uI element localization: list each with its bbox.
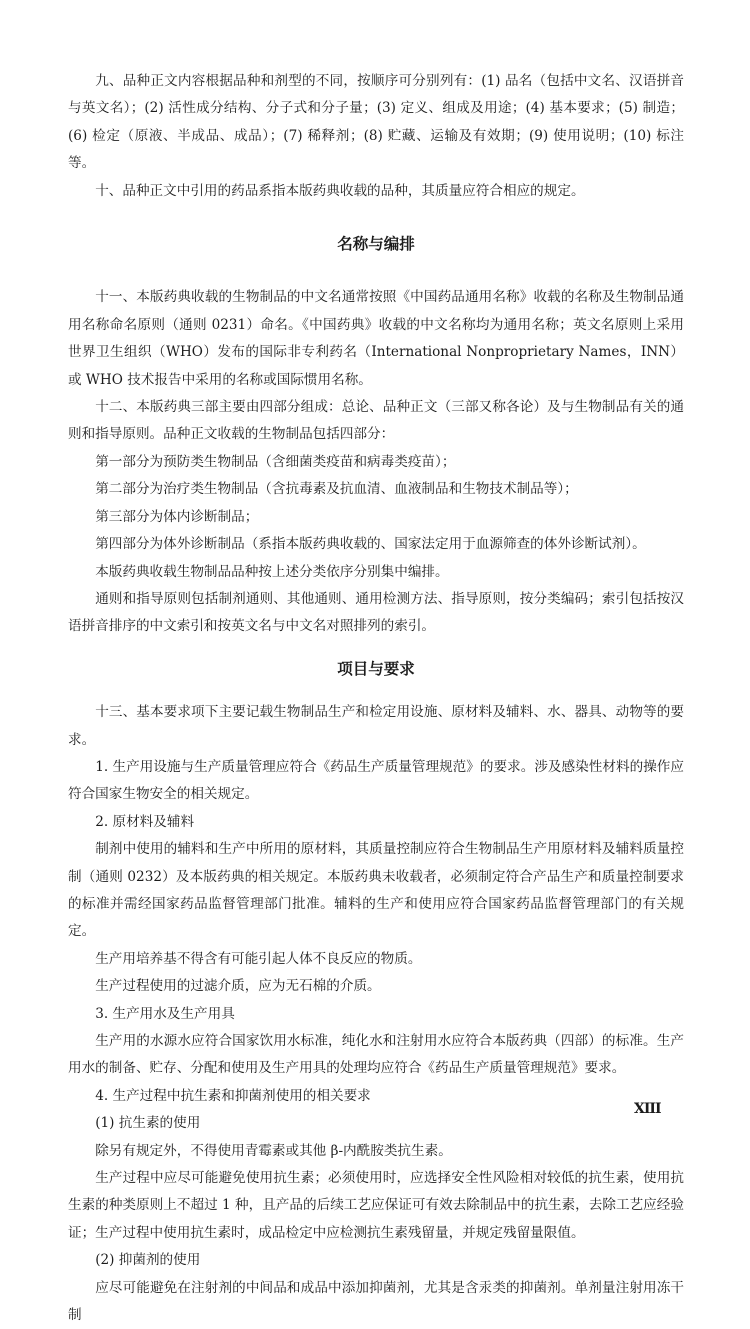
paragraph-11: 十一、本版药典收载的生物制品的中文名通常按照《中国药品通用名称》收载的名称及生物制品通用名称命名原则（通则 0231）命名。《中国药典》收载的中文名称均为通用名称；英文名原则上采用世界卫生组织（WHO）发布的国际非专利药名（International Nonproprietary Names，INN）或 WHO 技术报告中采用的名称或国际惯用名称。 bbox=[68, 289, 684, 388]
item-2-paragraph: 制剂中使用的辅料和生产中所用的原材料，其质量控制应符合生物制品生产用原材料及辅料质量控制（通则 0232）及本版药典的相关规定。本版药典未收载者，必须制定符合产品生产和质量控制要求的标准并需经国家药品监督管理部门批准。辅料的生产和使用应符合国家药品监督管理部门的有关规定。 bbox=[68, 841, 684, 940]
section-heading-requirements: 项目与要求 bbox=[337, 659, 415, 678]
item-2-heading: 2. 原材料及辅料 bbox=[95, 813, 195, 830]
paragraph-12: 十二、本版药典三部主要由四部分组成：总论、品种正文（三部又称各论）及与生物制品有关的通则和指导原则。品种正文收载的生物制品包括四部分： bbox=[68, 399, 684, 443]
culture-medium-paragraph: 生产用培养基不得含有可能引起人体不良反应的物质。 bbox=[95, 950, 422, 967]
filter-medium-paragraph: 生产过程使用的过滤介质，应为无石棉的介质。 bbox=[95, 978, 381, 995]
paragraph-index: 通则和指导原则包括制剂通则、其他通则、通用检测方法、指导原则，按分类编码；索引包括按汉语拼音排序的中文索引和按英文名与中文名对照排列的索引。 bbox=[68, 590, 684, 635]
paragraph-10: 十、品种正文中引用的药品系指本版药典收载的品种，其质量应符合相应的规定。 bbox=[95, 182, 585, 199]
section-heading-naming: 名称与编排 bbox=[337, 235, 415, 254]
paragraph-13: 十三、基本要求项下主要记载生物制品生产和检定用设施、原材料及辅料、水、器具、动物等的要求。 bbox=[68, 704, 684, 748]
paragraph-arrangement: 本版药典收载生物制品品种按上述分类依序分别集中编排。 bbox=[95, 563, 449, 580]
list-item-part-3: 第三部分为体内诊断制品； bbox=[95, 508, 259, 525]
page-number: XIII bbox=[634, 1101, 661, 1117]
preservatives-paragraph: 应尽可能避免在注射剂的中间品和成品中添加抑菌剂，尤其是含汞类的抑菌剂。单剂量注射用冻干制 bbox=[68, 1279, 684, 1324]
item-1-facilities: 1. 生产用设施与生产质量管理应符合《药品生产质量管理规范》的要求。涉及感染性材料的操作应符合国家生物安全的相关规定。 bbox=[68, 758, 684, 803]
page-content bbox=[68, 68, 684, 1329]
antibiotics-usage-paragraph: 生产过程中应尽可能避免使用抗生素；必须使用时，应选择安全性风险相对较低的抗生素，使用抗生素的种类原则上不超过 1 种，且产品的后续工艺应保证可有效去除制品中的抗生素，去除工艺应经验证；生产过程中使用抗生素时，成品检定中应检测抗生素残留量，并规定残留量限值。 bbox=[68, 1170, 684, 1241]
item-4-heading: 4. 生产过程中抗生素和抑菌剂使用的相关要求 bbox=[95, 1087, 371, 1104]
list-item-part-4: 第四部分为体外诊断制品（系指本版药典收载的、国家法定用于血源筛查的体外诊断试剂）。 bbox=[95, 536, 646, 553]
list-item-part-1: 第一部分为预防类生物制品（含细菌类疫苗和病毒类疫苗）； bbox=[95, 453, 456, 470]
antibiotics-restriction: 除另有规定外，不得使用青霉素或其他 β-内酰胺类抗生素。 bbox=[95, 1142, 452, 1159]
subitem-antibiotics-heading: (1) 抗生素的使用 bbox=[95, 1115, 201, 1132]
subitem-preservatives-heading: (2) 抑菌剂的使用 bbox=[95, 1252, 201, 1269]
item-3-heading: 3. 生产用水及生产用具 bbox=[95, 1005, 235, 1022]
list-item-part-2: 第二部分为治疗类生物制品（含抗毒素及抗血清、血液制品和生物技术制品等）； bbox=[95, 481, 578, 498]
item-3-paragraph: 生产用的水源水应符合国家饮用水标准，纯化水和注射用水应符合本版药典（四部）的标准。生产用水的制备、贮存、分配和使用及生产用具的处理均应符合《药品生产质量管理规范》要求。 bbox=[68, 1033, 684, 1077]
paragraph-9: 九、品种正文内容根据品种和剂型的不同，按顺序可分别列有：(1) 品名（包括中文名、汉语拼音与英文名）；(2) 活性成分结构、分子式和分子量；(3) 定义、组成及用途；(4) 基本要求；(5) 制造；(6) 检定（原液、半成品、成品）；(7) 稀释剂；(8) 贮藏、运输及有效期；(9) 使用说明；(10) 标注等。 bbox=[68, 73, 684, 172]
